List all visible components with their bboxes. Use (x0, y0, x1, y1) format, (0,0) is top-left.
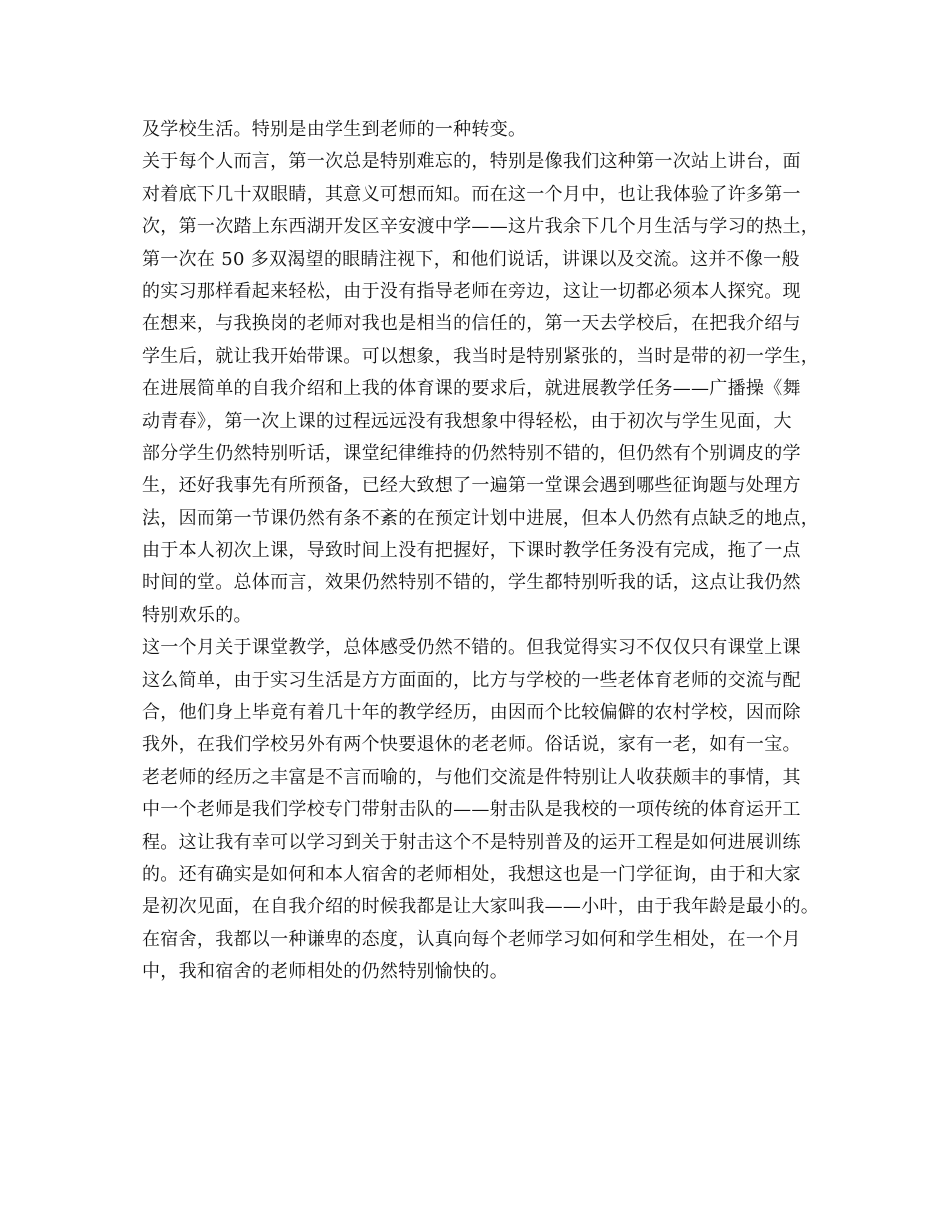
text-line: 的。还有确实是如何和本人宿舍的老师相处，我想这也是一门学征询，由于和大家 (142, 863, 801, 885)
text-line: 在宿舍，我都以一种谦卑的态度，认真向每个老师学习如何和学生相处，在一个月 (142, 928, 801, 950)
text-line: 中，我和宿舍的老师相处的仍然特别愉快的。 (142, 961, 508, 983)
text-line: 合，他们身上毕竟有着几十年的教学经历，由因而个比较偏僻的农村学校，因而除 (142, 702, 801, 724)
body-text (142, 114, 832, 989)
text-line: 这么简单，由于实习生活是方方面面的，比方与学校的一些老体育老师的交流与配 (142, 669, 801, 691)
text-line: 部分学生仍然特别听话，课堂纪律维持的仍然特别不错的，但仍然有个别调皮的学 (142, 442, 801, 464)
text-line: 法，因而第一节课仍然有条不紊的在预定计划中进展，但本人仍然有点缺乏的地点， (142, 507, 820, 529)
text-line: 在进展简单的自我介绍和上我的体育课的要求后，就进展教学任务——广播操《舞 (142, 378, 801, 400)
text-line: 这一个月关于课堂教学，总体感受仍然不错的。但我觉得实习不仅仅只有课堂上课 (142, 637, 801, 659)
text-line: 第一次在 50 多双渴望的眼睛注视下，和他们说话，讲课以及交流。这并不像一般 (142, 248, 800, 270)
text-line: 特别欢乐的。 (142, 604, 252, 626)
text-line: 我外，在我们学校另外有两个快要退休的老老师。俗话说，家有一老，如有一宝。 (142, 734, 801, 756)
text-line: 程。这让我有幸可以学习到关于射击这个不是特别普及的运开工程是如何进展训练 (142, 831, 801, 853)
text-line: 是初次见面，在自我介绍的时候我都是让大家叫我——小叶，由于我年龄是最小的。 (142, 896, 820, 918)
text-line: 关于每个人而言，第一次总是特别难忘的，特别是像我们这种第一次站上讲台，面 (142, 151, 801, 173)
text-line: 在想来，与我换岗的老师对我也是相当的信任的，第一天去学校后，在把我介绍与 (142, 313, 801, 335)
text-line: 次，第一次踏上东西湖开发区辛安渡中学——这片我余下几个月生活与学习的热土， (142, 216, 820, 238)
text-line: 中一个老师是我们学校专门带射击队的——射击队是我校的一项传统的体育运开工 (142, 799, 801, 821)
text-line: 及学校生活。特别是由学生到老师的一种转变。 (142, 119, 527, 140)
text-line: 的实习那样看起来轻松，由于没有指导老师在旁边，这让一切都必须本人探究。现 (142, 280, 801, 302)
text-line: 学生后，就让我开始带课。可以想象，我当时是特别紧张的，当时是带的初一学生， (142, 345, 820, 367)
text-line: 生，还好我事先有所预备，已经大致想了一遍第一堂课会遇到哪些征询题与处理方 (142, 475, 801, 497)
text-line: 时间的堂。总体而言，效果仍然特别不错的，学生都特别听我的话，这点让我仍然 (142, 572, 801, 594)
text-line: 动青春》，第一次上课的过程远远没有我想象中得轻松，由于初次与学生见面，大 (142, 410, 792, 432)
text-line: 由于本人初次上课，导致时间上没有把握好，下课时教学任务没有完成，拖了一点 (142, 540, 801, 562)
text-line: 对着底下几十双眼睛，其意义可想而知。而在这一个月中，也让我体验了许多第一 (142, 183, 801, 205)
text-line: 老老师的经历之丰富是不言而喻的，与他们交流是件特别让人收获颇丰的事情，其 (142, 766, 801, 788)
